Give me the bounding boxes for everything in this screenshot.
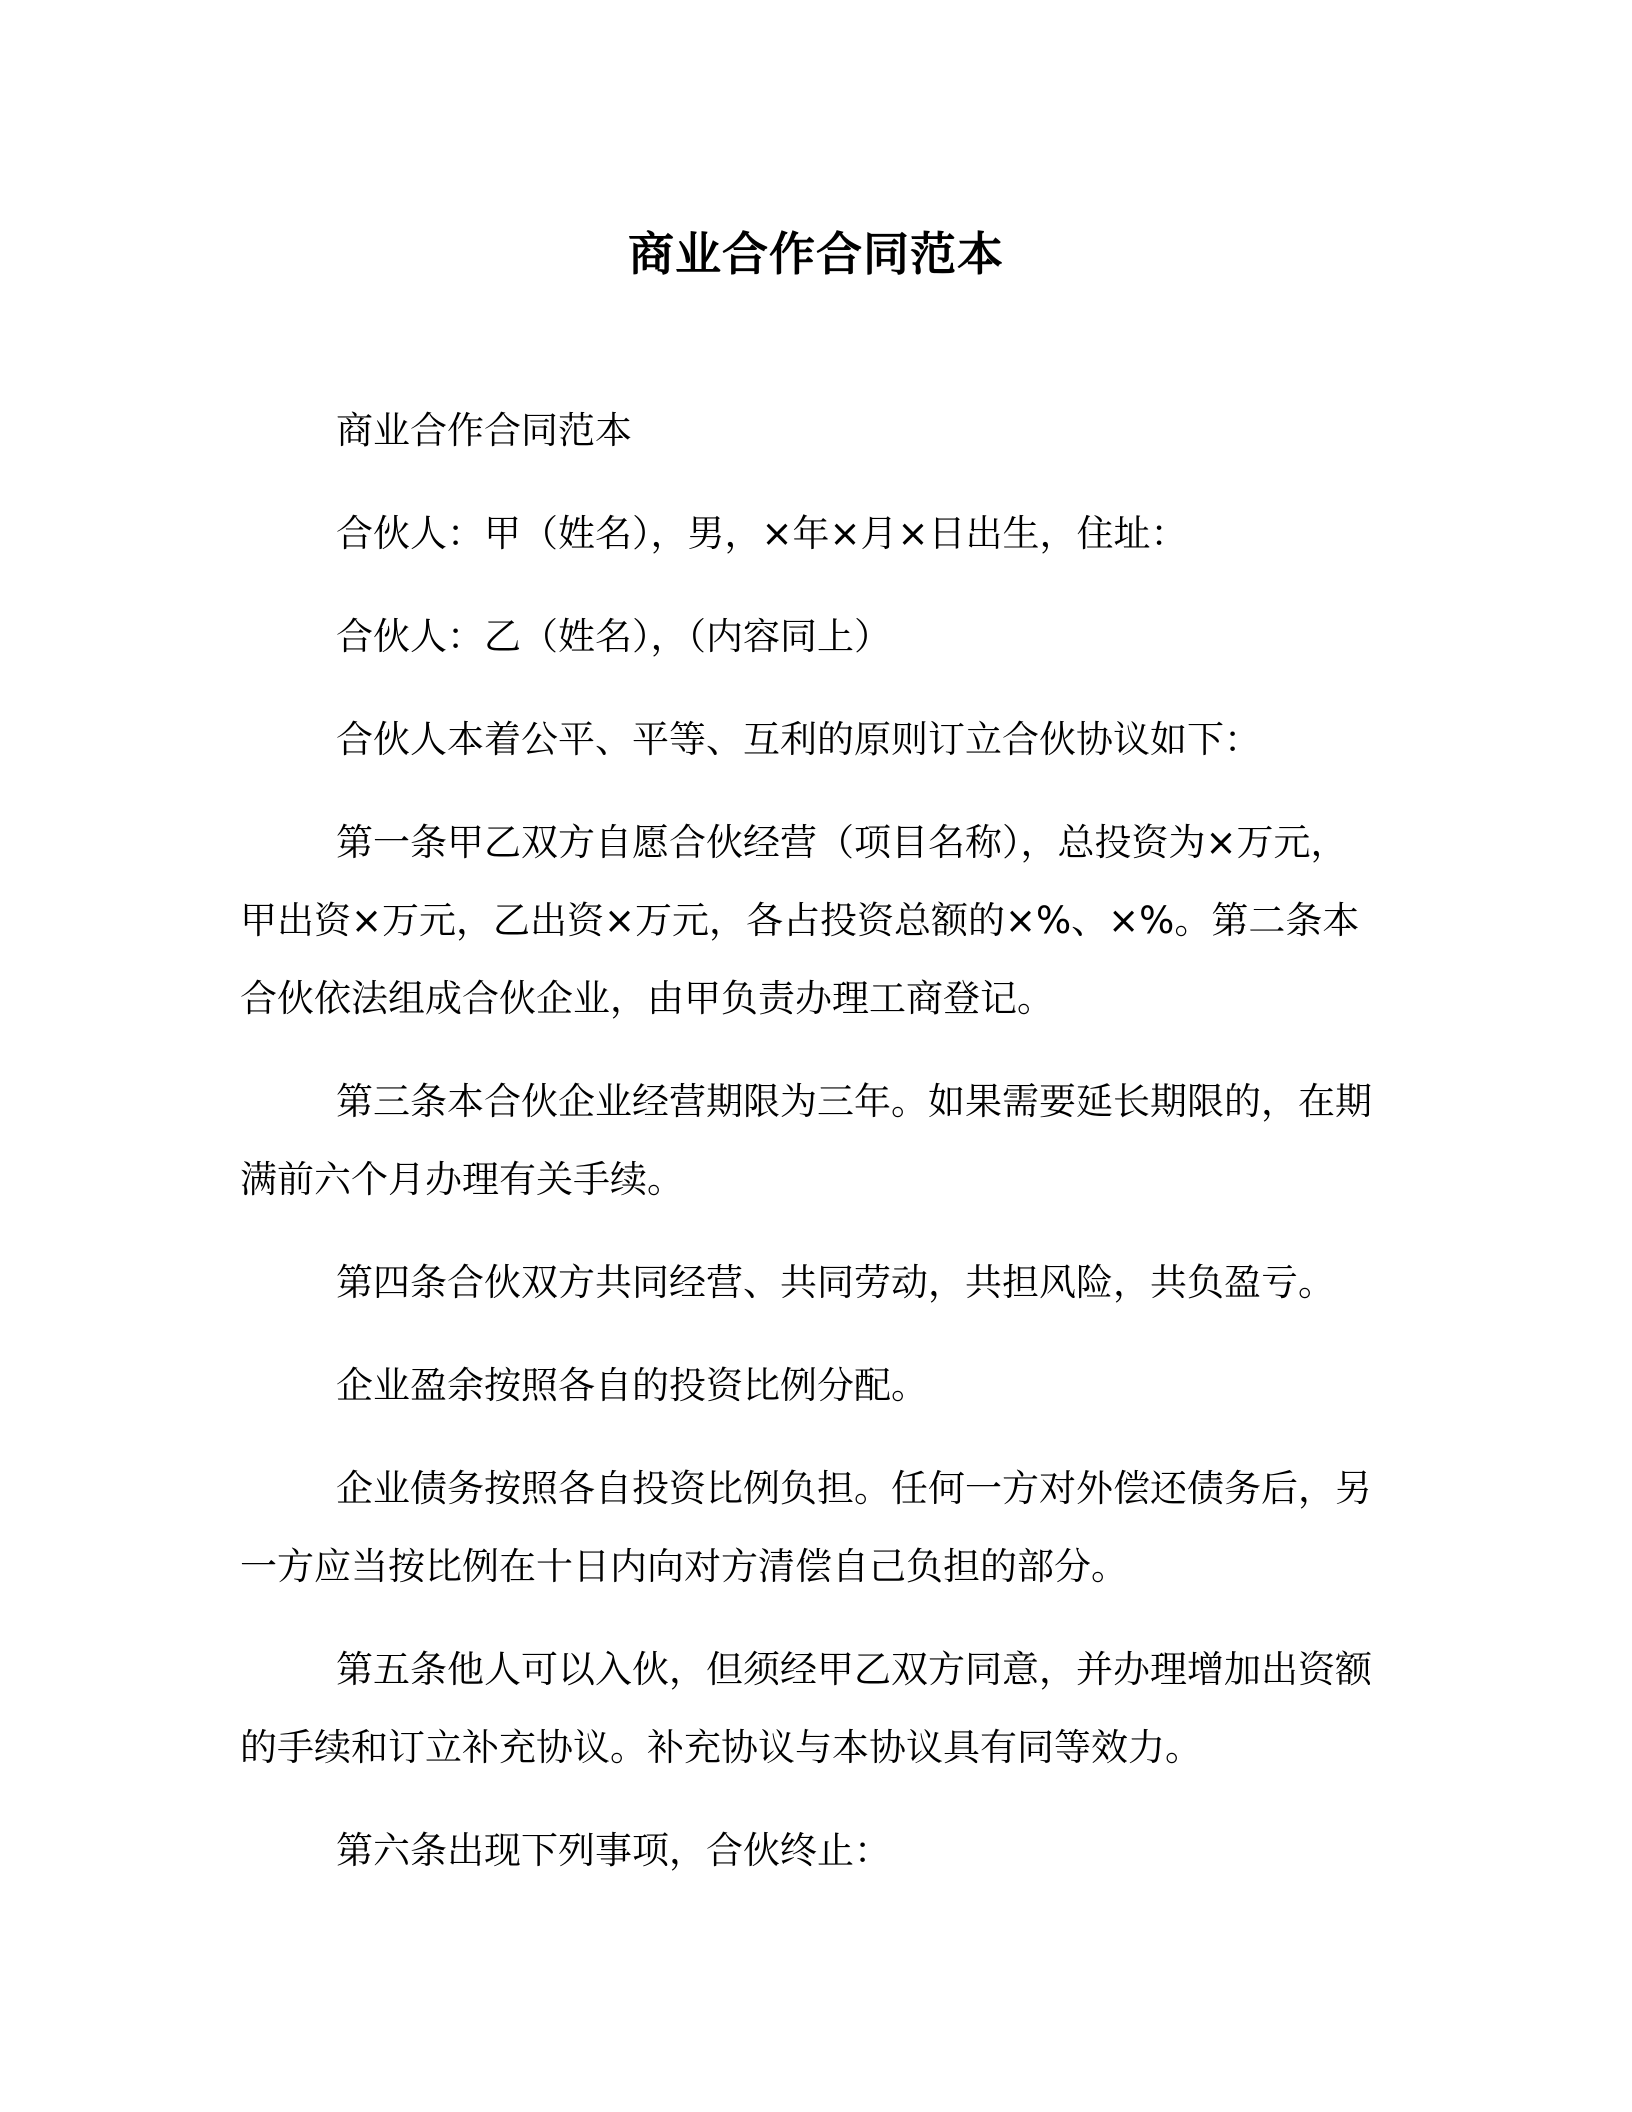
paragraph-article-3: 第三条本合伙企业经营期限为三年。如果需要延长期限的，在期满前六个月办理有关手续。 bbox=[240, 1080, 1372, 1201]
paragraph-article-4: 第四条合伙双方共同经营、共同劳动，共担风险，共负盈亏。 bbox=[336, 1261, 1335, 1304]
document-body bbox=[240, 392, 1380, 1915]
paragraph-debt: 企业债务按照各自投资比例负担。任何一方对外偿还债务后，另一方应当按比例在十日内向对方清偿自己负担的部分。 bbox=[240, 1467, 1372, 1588]
document-title: 商业合作合同范本 bbox=[628, 227, 1004, 281]
paragraph-partner-b: 合伙人：乙（姓名），（内容同上） bbox=[336, 615, 891, 658]
paragraph-partner-a: 合伙人：甲（姓名），男，×年×月×日出生，住址： bbox=[336, 512, 1188, 555]
paragraph-article-5: 第五条他人可以入伙，但须经甲乙双方同意，并办理增加出资额的手续和订立补充协议。补充协议与本协议具有同等效力。 bbox=[240, 1648, 1372, 1769]
paragraph-article-6: 第六条出现下列事项，合伙终止： bbox=[336, 1829, 891, 1872]
paragraph-profit: 企业盈余按照各自的投资比例分配。 bbox=[336, 1364, 928, 1407]
paragraph-preamble: 合伙人本着公平、平等、互利的原则订立合伙协议如下： bbox=[336, 718, 1261, 761]
paragraph-article-1-2: 第一条甲乙双方自愿合伙经营（项目名称），总投资为×万元，甲出资×万元，乙出资×万元，各占投资总额的×%、×%。第二条本合伙依法组成合伙企业，由甲负责办理工商登记。 bbox=[240, 821, 1360, 1020]
paragraph-subtitle: 商业合作合同范本 bbox=[336, 409, 632, 452]
